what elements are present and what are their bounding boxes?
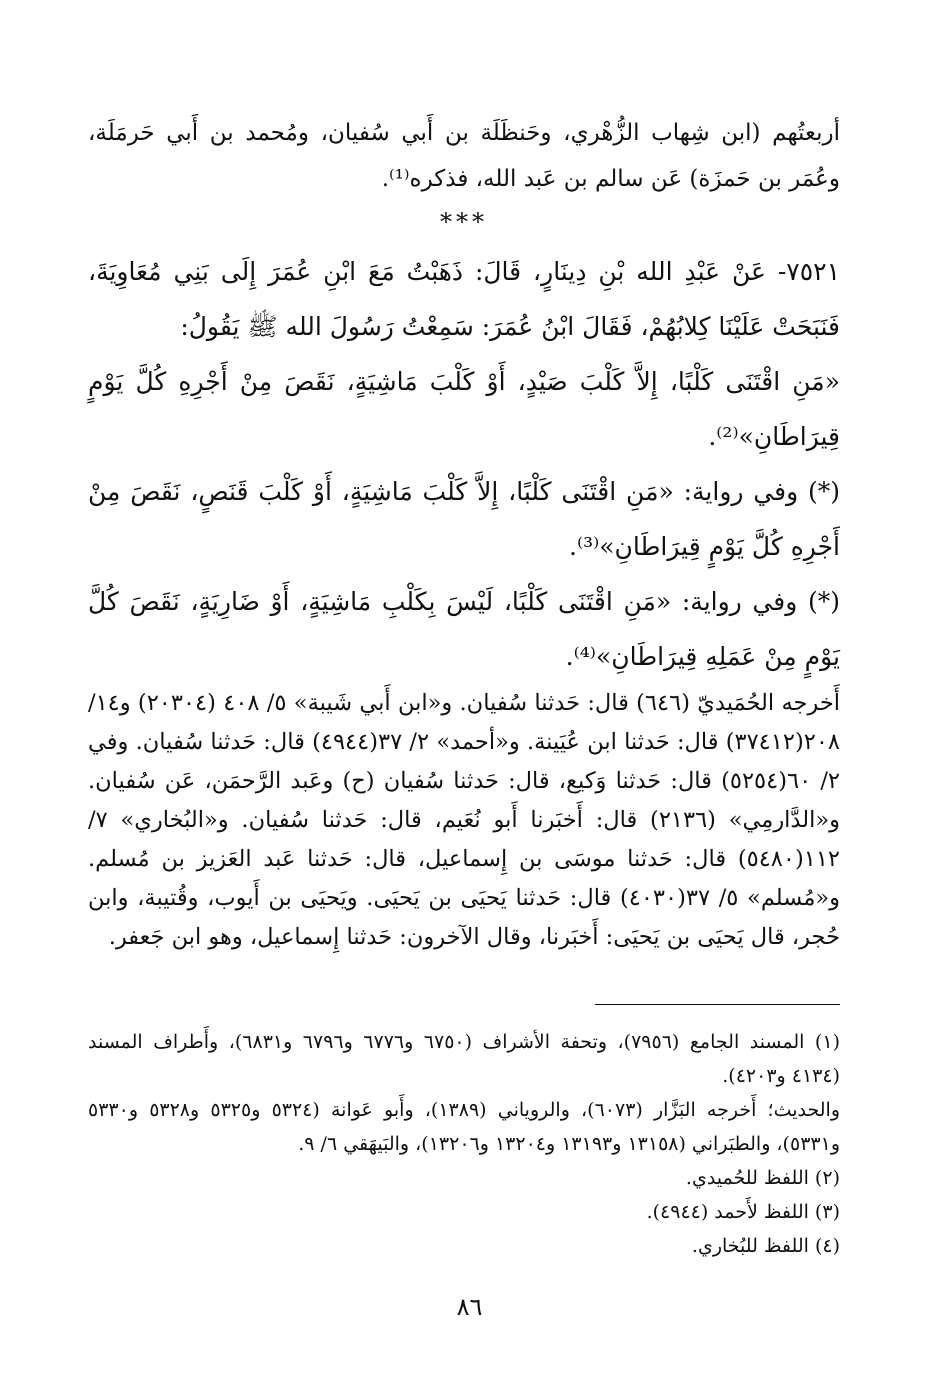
footnote: (٣) اللفظ لأَحمد (٤٩٤٤). <box>646 1201 840 1223</box>
footnote: (٤) اللفظ للبُخاري. <box>691 1235 840 1257</box>
footnote: (١) المسند الجامع (٧٩٥٦)، وتحفة الأشراف (٦٧٥٠ و٦٧٧٦ و٦٧٩٦ و٦٨٣١)، وأَطراف المسند (٤١٣٤ و٤٢٠٣). <box>88 1031 840 1087</box>
intro-paragraph: أربعتُهم (ابن شِهاب الزُّهْري، وحَنظَلَة بن أَبي سُفيان، ومُحمد بن أَبي حَرمَلَة، وعُمَر بن حَمزَة) عَن سالم بن عَبد الله، فذكره⁽¹⁾. <box>88 120 840 192</box>
takhrij-paragraph: أَخرجه الحُمَيديّ (٦٤٦) قال: حَدثنا سُفيان. و«ابن أَبي شَيبة» ٥/ ٤٠٨ (٢٠٣٠٤) و١٤/ ٢٠٨(٣٧٤١٢) قال: حَدثنا ابن عُيَينة. و«أحمد» ٢/ ٣٧(٤٩٤٤) قال: حَدثنا سُفيان. وفي ٢/ ٦٠(٥٢٥٤) قال: حَدثنا وَكيع، قال: حَدثنا سُفيان (ح) وعَبد الرَّحمَن، عَن سُفيان. و«الدَّارمِي» (٢١٣٦) قال: أَخبَرنا أَبو نُعَيم، قال: حَدثنا سُفيان. و«البُخاري» ٧/ ١١٢(٥٤٨٠) قال: حَدثنا موسَى بن إِسماعيل، قال: حَدثنا عَبد العَزيز بن مُسلم. و«مُسلم» ٥/ ٣٧(٤٠٣٠) قال: حَدثنا يَحيَى بن يَحيَى. ويَحيَى بن أَيوب، وقُتيبة، وابن حُجر، قال يَحيَى بن يَحيَى: أَخبَرنا، وقال الآخرون: حَدثنا إِسماعيل، وهو ابن جَعفر. <box>88 690 841 950</box>
footnote: (٢) اللفظ للحُميدي. <box>685 1167 840 1189</box>
section-separator: *** <box>440 208 488 236</box>
footnote: والحديث؛ أَخرجه البَزَّار (٦٠٧٣)، والروياني (١٣٨٩)، وأَبو عَوانة (٥٣٢٤ و٥٣٢٥ و٥٣٢٨ و٥٣٣٠ و٥٣٣١)، والطبَراني (١٣١٥٨ و١٣١٩٣ و١٣٢٠٤ و١٣٢٠٦)، والبَيهَقي ٦/ ٩. <box>88 1099 841 1155</box>
hadith-paragraph: ٧٥٢١- عَنْ عَبْدِ الله بْنِ دِينَارٍ، قَالَ: ذَهَبْتُ مَعَ ابْنِ عُمَرَ إِلَى بَنِي مُعَاوِيَةَ، فَنَبَحَتْ عَلَيْنَا كِلابُهُمْ، فَقَالَ ابْنُ عُمَرَ: سَمِعْتُ رَسُولَ الله ﷺ يَقُولُ: <box>88 257 840 341</box>
main-text <box>88 110 840 957</box>
hadith-quote: «مَنِ اقْتَنَى كَلْبًا، إِلاَّ كَلْبَ صَيْدٍ، أَوْ كَلْبَ مَاشِيَةٍ، نَقَصَ مِنْ أَجْرِهِ كُلَّ يَوْمٍ قِيرَاطَانِ»⁽²⁾. <box>88 367 840 451</box>
footnotes <box>88 1025 840 1263</box>
page-number: ٨٦ <box>456 1293 483 1321</box>
riwaya-paragraph: (*) وفي رواية: «مَنِ اقْتَنَى كَلْبًا، إِلاَّ كَلْبَ مَاشِيَةٍ، أَوْ كَلْبَ قَنَصٍ، نَقَصَ مِنْ أَجْرِهِ كُلَّ يَوْمٍ قِيرَاطَانِ»⁽³⁾. <box>88 477 840 561</box>
footnote-divider <box>595 1004 840 1005</box>
riwaya-paragraph: (*) وفي رواية: «مَنِ اقْتَنَى كَلْبًا، لَيْسَ بِكَلْبِ مَاشِيَةٍ، أَوْ ضَارِيَةٍ، نَقَصَ كُلَّ يَوْمٍ مِنْ عَمَلِهِ قِيرَاطَانِ»⁽⁴⁾. <box>88 587 840 671</box>
